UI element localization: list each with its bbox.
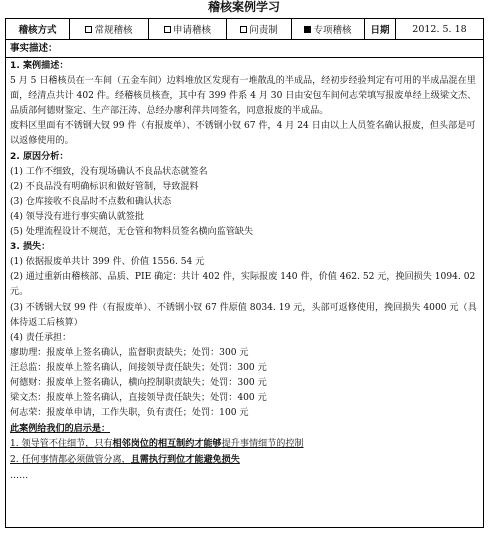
ellipsis: …… [10,470,29,481]
option-request-label: 申请稽核 [172,25,211,36]
cause-item: (2) 不良品没有明确标识和做好管制，导致混料 [10,181,199,192]
date-label: 日期 [365,19,396,39]
penalty-item: 汪总监：报废单上签名确认，间接领导责任缺失；处罚：300 元 [10,362,267,373]
cause-item: (3) 仓库接收不良品时不点数和确认状态 [10,196,172,207]
option-routine-label: 常规稽核 [94,25,133,36]
loss-heading: 3. 损失： [10,242,51,253]
option-request[interactable] [149,19,227,39]
lesson-line-1 [10,436,479,452]
lesson-2-part-b: 且需执行到位才能避免损失 [130,454,240,466]
lesson-1-part-a: 1. 领导管不住细节，只有 [10,439,113,450]
case-body [6,58,483,484]
date-value: 2012. 5. 18 [412,23,467,35]
page-title: 稽核案例学习 [207,0,280,14]
audit-case-sheet [5,18,484,528]
cause-item: (1) 工作不细致，没有现场确认不良品状态就签名 [10,166,208,177]
cause-item: (5) 处理流程设计不规范，无仓管和物料员签名横向监管缺失 [10,227,254,238]
option-special-label: 专项稽核 [313,25,352,36]
lesson-heading: 此案例给我们的启示是： [10,423,111,435]
lesson-1-part-b: 相邻岗位的相互制约才能够 [112,438,222,450]
lesson-2-part-a: 2. 任何事情都必须做管分离， [10,455,131,466]
checkbox-accountability-icon[interactable] [240,26,247,33]
checkbox-special-checked-icon[interactable] [304,26,311,33]
header-row [6,19,483,40]
option-routine[interactable] [70,19,149,39]
penalty-item: 何志荣：报废单申请，工作失职，负有责任；处罚：100 元 [10,408,249,419]
checkbox-routine-icon[interactable] [85,26,92,33]
causes-heading: 2. 原因分析： [10,151,69,162]
checkbox-request-icon[interactable] [164,26,171,33]
case-paragraph-1: 5 月 5 日稽核员在一车间（五金车间）边料堆放区发现有一堆散乱的半成品，经初步经验判定有可用的半成品混在里面，经清点共计 402 件。经稽核员核查，其中有 399 件系 4 月 30 日由安包车间何志荣填写报废单经上级梁文杰、品质部何德财鉴定、生产部汪涛、总经办廖利萍共同签名，同意报废的半成品。 [10,76,477,117]
loss-item: (2) 通过重新由稽核部、品质、PIE 确定：共计 402 件，实际报废 140 件，价值 462. 52 元，挽回损失 1094. 02 元。 [10,272,476,298]
loss-item: (3) 不锈钢大钗 99 件（有报废单）、不锈钢小钗 67 件原值 8034. 19 元，头部可返修使用，挽回损失 4000 元（具体待返工后核算） [10,302,477,328]
loss-item: (4) 责任承担： [10,332,72,343]
facts-label: 事实描述： [6,40,483,58]
lesson-1-part-c: 提升事情细节的控制 [221,439,304,450]
option-accountability-label: 问责制 [249,25,278,36]
case-paragraph-2: 废料区里面有不锈钢大钗 99 件（有报废单）、不锈钢小钗 67 件，4 月 24 日由以上人员签名确认报废，但头部是可以返修使用的。 [10,121,476,147]
penalty-item: 梁文杰：报废单上签名确认，直接领导责任缺失；处罚：400 元 [10,393,267,404]
cause-item: (4) 领导没有进行事实确认就签批 [10,211,144,222]
lesson-line-2 [10,452,479,468]
option-accountability[interactable] [227,19,292,39]
loss-item: (1) 依据报废单共计 399 件、价值 1556. 54 元 [10,257,205,268]
option-special[interactable] [292,19,365,39]
penalty-item: 廖助理：报废单上签名确认，监督职责缺失；处罚：300 元 [10,347,249,358]
case-heading: 1. 案例描述： [10,61,69,71]
penalty-item: 何德财：报废单上签名确认，横向控制职责缺失；处罚：300 元 [10,377,267,388]
method-label: 稽核方式 [6,19,70,39]
